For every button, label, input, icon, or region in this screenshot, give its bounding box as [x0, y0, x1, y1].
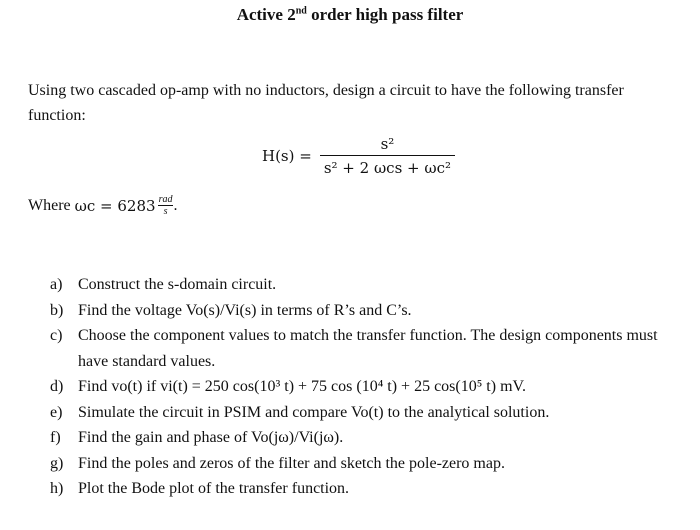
question-text: Choose the component values to match the transfer function. The design components must have standard values. — [78, 327, 658, 370]
question-marker: b) — [50, 301, 64, 319]
list-item — [50, 374, 680, 400]
list-item — [50, 476, 680, 502]
title-superscript: nd — [295, 5, 307, 17]
question-text: Find the gain and phase of Vo(jω)/Vi(jω). — [78, 429, 344, 446]
transfer-function-equation — [262, 135, 455, 177]
unit-fraction — [158, 194, 174, 217]
question-text: Find the poles and zeros of the filter and sketch the pole-zero map. — [78, 454, 505, 472]
list-item — [50, 451, 680, 477]
list-item — [50, 298, 680, 324]
page-title — [0, 5, 700, 25]
question-list — [50, 272, 680, 502]
list-item — [50, 400, 680, 426]
question-text: Construct the s-domain circuit. — [78, 276, 277, 293]
title-prefix: Active 2 — [236, 5, 296, 24]
where-math: ωc = 6283 — [74, 196, 156, 215]
intro-paragraph: Using two cascaded op-amp with no inductors, design a circuit to have the following transfer function: — [28, 82, 624, 124]
where-clause: Where ωc = 6283 $\frac{\text{rad}}{s}$ . — [28, 194, 178, 217]
question-text: Find the voltage Vo(s)/Vi(s) in terms of R’s and C’s. — [78, 301, 412, 319]
equation-numerator: s² — [380, 135, 395, 153]
equation-denominator: s² + 2 ωcs + ωc² — [320, 155, 455, 177]
question-text: Plot the Bode plot of the transfer function. — [78, 480, 350, 497]
equation-fraction — [320, 135, 455, 177]
list-item — [50, 323, 680, 374]
list-item — [50, 425, 680, 451]
equation-lhs: H(s) = — [262, 147, 312, 165]
question-text: Simulate the circuit in PSIM and compare Vo(t) to the analytical solution. — [78, 403, 550, 421]
question-marker: c) — [50, 327, 63, 344]
question-text: Find vo(t) if vi(t) = 250 cos(10³ t) + 75 cos (10⁴ t) + 25 cos(10⁵ t) mV. — [78, 378, 527, 395]
question-marker: h) — [50, 480, 64, 497]
question-marker: e) — [50, 403, 63, 421]
question-marker: d) — [50, 378, 64, 395]
question-marker: f) — [50, 429, 61, 446]
unit-denominator: s — [163, 206, 168, 217]
question-marker: g) — [50, 454, 64, 472]
title-suffix: order high pass filter — [306, 5, 464, 24]
question-marker: a) — [50, 276, 63, 293]
list-item — [50, 272, 680, 298]
unit-numerator: rad — [158, 194, 173, 205]
where-label: Where — [28, 196, 71, 214]
